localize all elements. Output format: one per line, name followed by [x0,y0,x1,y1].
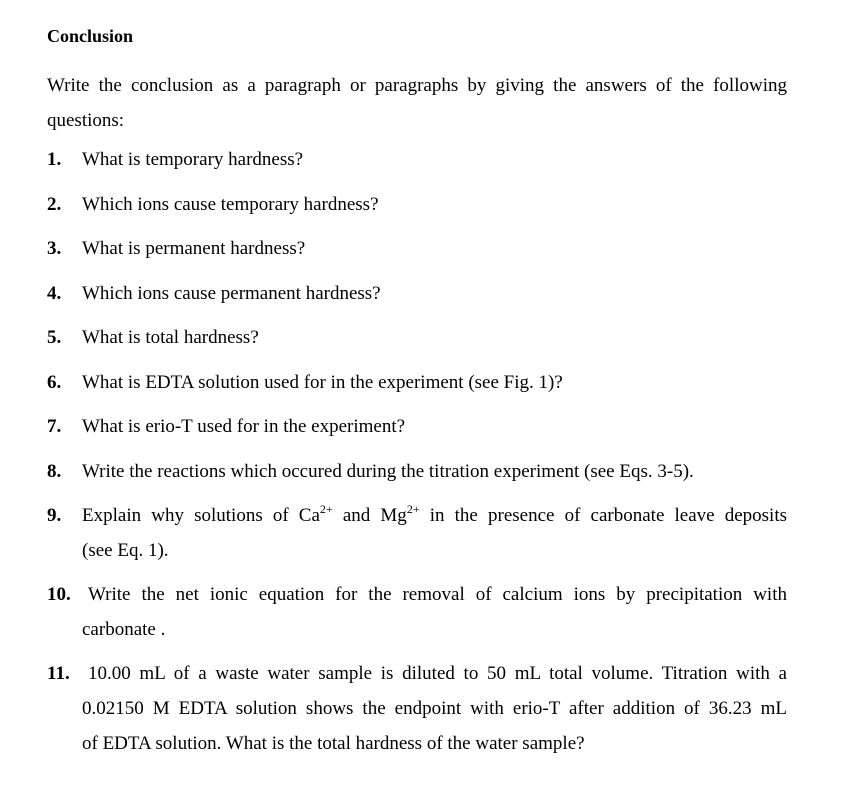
charge-superscript: 2+ [319,502,333,516]
question-text-line: (see Eq. 1). [82,540,169,561]
section-heading: Conclusion [47,26,134,46]
question-number: 4. [47,283,62,304]
text-fragment: in the presence of carbonate leave deposits [419,505,788,526]
question-item [47,365,787,400]
question-number: 2. [47,194,62,215]
question-number: 7. [47,416,62,437]
question-text-line: Write the net ionic equation for the removal of calcium ions by precipitation with [88,584,787,605]
question-text [82,577,787,647]
question-item [47,577,787,647]
question-number: 1. [47,149,62,170]
question-number: 3. [47,238,62,259]
question-number: 5. [47,327,62,348]
question-text [82,656,787,761]
question-text: Which ions cause temporary hardness? [82,194,379,215]
question-item [47,656,787,761]
question-text-line: carbonate . [82,619,166,640]
text-fragment: Explain why solutions of Ca [82,505,320,526]
question-text: Which ions cause permanent hardness? [82,283,381,304]
question-number: 11. [47,663,70,684]
question-text: What is EDTA solution used for in the experiment (see Fig. 1)? [82,372,563,393]
question-item [47,409,787,444]
question-item [47,142,787,177]
question-text: What is erio-T used for in the experiment? [82,416,406,437]
question-number: 9. [47,505,62,526]
intro-paragraph: Write the conclusion as a paragraph or paragraphs by giving the answers of the following questions: [47,75,787,131]
question-number: 10. [47,584,71,605]
question-text: What is total hardness? [82,327,259,348]
charge-superscript: 2+ [406,502,420,516]
question-item [47,276,787,311]
question-text [82,498,787,568]
question-text: Write the reactions which occured during the titration experiment (see Eqs. 3-5). [82,461,694,482]
question-text: What is temporary hardness? [82,149,304,170]
question-item [47,187,787,222]
question-text-line [82,498,787,533]
question-number: 8. [47,461,62,482]
question-item [47,454,787,489]
question-item [47,231,787,266]
question-text-line: 0.02150 M EDTA solution shows the endpoint with erio-T after addition of 36.23 mL [82,698,787,719]
question-text-line: of EDTA solution. What is the total hardness of the water sample? [82,733,585,754]
question-text: What is permanent hardness? [82,238,306,259]
question-item [47,498,787,568]
question-number: 6. [47,372,62,393]
text-fragment: and Mg [332,505,407,526]
question-text-line: 10.00 mL of a waste water sample is diluted to 50 mL total volume. Titration with a [88,663,787,684]
question-item [47,320,787,355]
